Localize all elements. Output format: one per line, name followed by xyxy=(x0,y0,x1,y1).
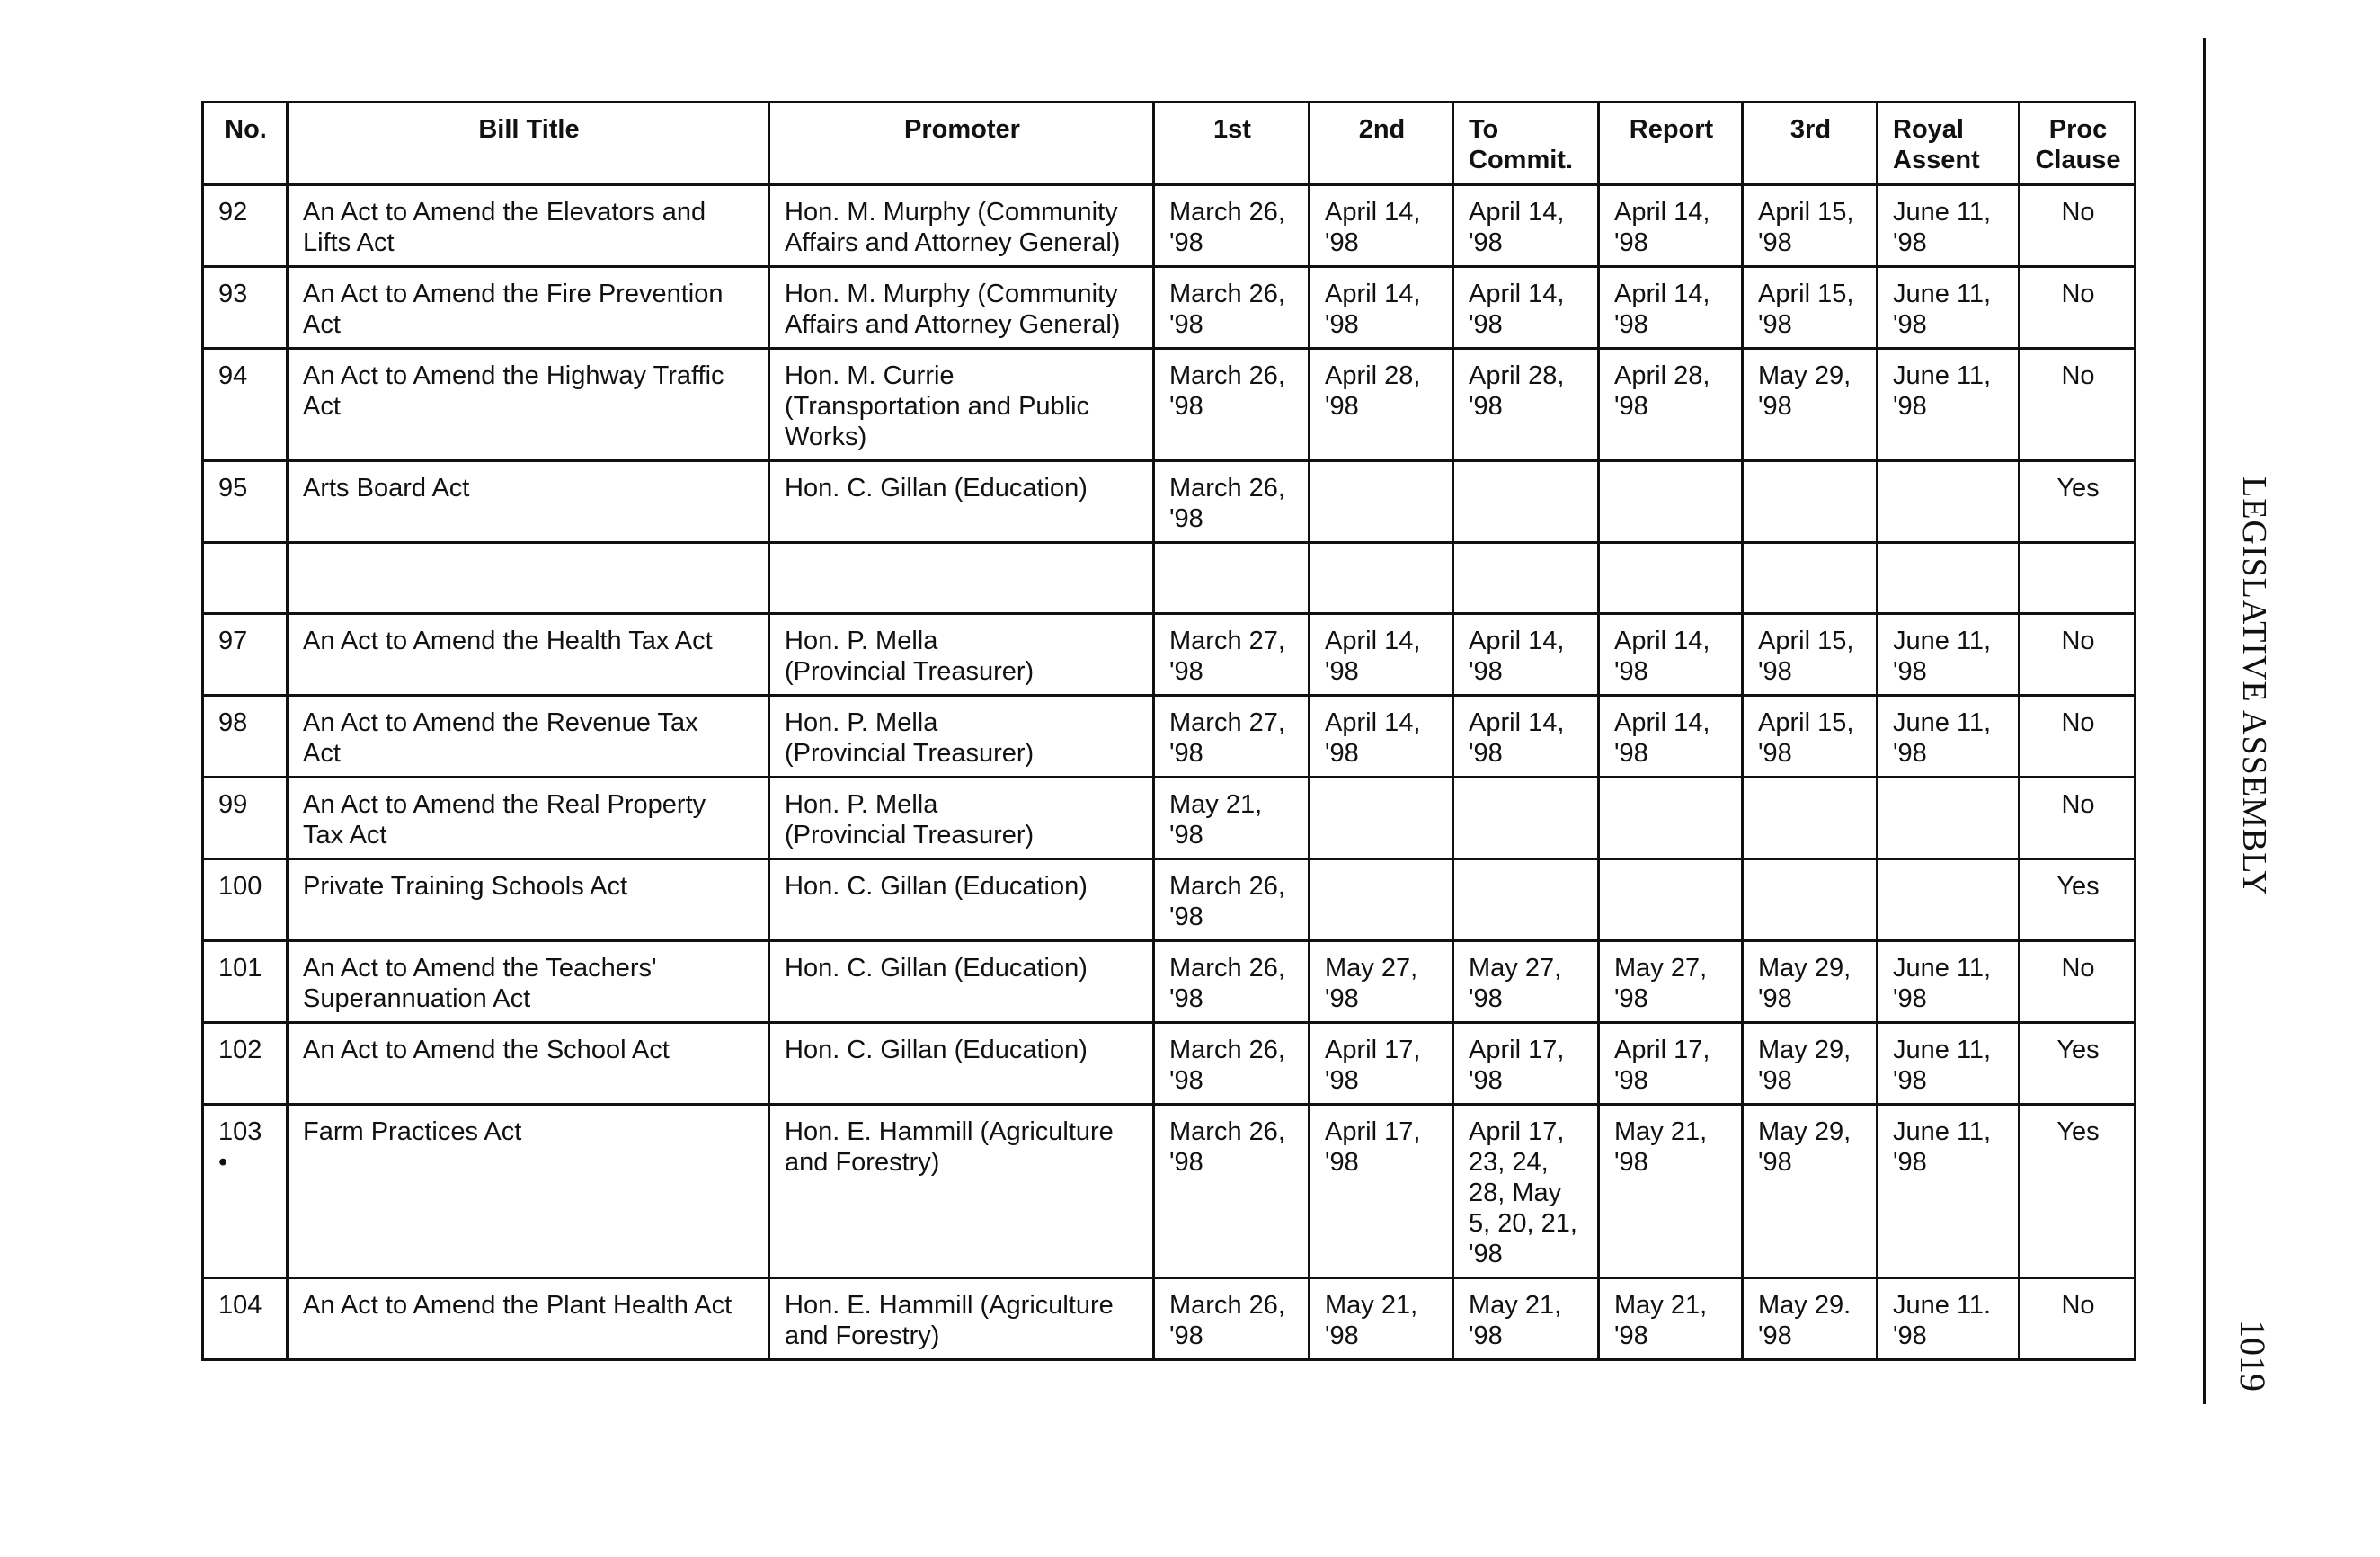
cell-first: March 27, '98 xyxy=(1154,614,1310,696)
cell-to-committee xyxy=(1453,778,1599,859)
cell-bill-title: An Act to Amend the Highway Traffic Act xyxy=(288,349,769,461)
table-row xyxy=(203,185,2136,267)
table-row xyxy=(203,349,2136,461)
table-body xyxy=(203,185,2136,1360)
table-row xyxy=(203,1278,2136,1360)
cell-second: May 21, '98 xyxy=(1310,1278,1453,1360)
header-bill-title: Bill Title xyxy=(288,102,769,185)
cell-promoter: Hon. E. Hammill (Agriculture and Forestry) xyxy=(769,1105,1154,1278)
cell-first: March 26, '98 xyxy=(1154,349,1310,461)
header-third-reading: 3rd xyxy=(1743,102,1878,185)
table-row xyxy=(203,267,2136,349)
cell-royal-assent: June 11, '98 xyxy=(1878,614,2020,696)
cell-bill-title: An Act to Amend the Revenue Tax Act xyxy=(288,696,769,778)
cell-proc-clause: No xyxy=(2020,778,2136,859)
cell-royal-assent xyxy=(1878,778,2020,859)
cell-third xyxy=(1743,778,1878,859)
cell-royal-assent: June 11, '98 xyxy=(1878,185,2020,267)
cell-proc-clause: No xyxy=(2020,267,2136,349)
cell-to-committee: April 17, 23, 24, 28, May 5, 20, 21, '98 xyxy=(1453,1105,1599,1278)
cell-second: April 14, '98 xyxy=(1310,185,1453,267)
cell-to-committee xyxy=(1453,461,1599,543)
cell-third: April 15, '98 xyxy=(1743,614,1878,696)
cell-promoter: Hon. P. Mella (Provincial Treasurer) xyxy=(769,778,1154,859)
cell-report xyxy=(1599,543,1743,614)
cell-bill-title: An Act to Amend the Teachers' Superannuation Act xyxy=(288,941,769,1023)
table-row xyxy=(203,859,2136,941)
cell-no: 93 xyxy=(203,267,288,349)
cell-royal-assent: June 11, '98 xyxy=(1878,349,2020,461)
cell-second: April 17, '98 xyxy=(1310,1023,1453,1105)
cell-first xyxy=(1154,543,1310,614)
cell-proc-clause: No xyxy=(2020,941,2136,1023)
cell-promoter xyxy=(769,543,1154,614)
cell-royal-assent xyxy=(1878,859,2020,941)
table-row xyxy=(203,461,2136,543)
cell-promoter: Hon. M. Currie (Transportation and Public Works) xyxy=(769,349,1154,461)
cell-to-committee xyxy=(1453,543,1599,614)
cell-royal-assent: June 11. '98 xyxy=(1878,1278,2020,1360)
cell-third: May 29, '98 xyxy=(1743,349,1878,461)
cell-second: May 27, '98 xyxy=(1310,941,1453,1023)
cell-promoter: Hon. P. Mella (Provincial Treasurer) xyxy=(769,614,1154,696)
cell-bill-title: An Act to Amend the Real Property Tax Act xyxy=(288,778,769,859)
cell-report: May 27, '98 xyxy=(1599,941,1743,1023)
cell-bill-title: An Act to Amend the Elevators and Lifts Act xyxy=(288,185,769,267)
page-number: 1019 xyxy=(2233,1320,2273,1392)
cell-first: March 26, '98 xyxy=(1154,1105,1310,1278)
header-promoter: Promoter xyxy=(769,102,1154,185)
cell-bill-title: Arts Board Act xyxy=(288,461,769,543)
cell-to-committee xyxy=(1453,859,1599,941)
table-row xyxy=(203,1105,2136,1278)
cell-report: April 14, '98 xyxy=(1599,696,1743,778)
table-row xyxy=(203,614,2136,696)
cell-royal-assent: June 11, '98 xyxy=(1878,1023,2020,1105)
cell-report: May 21, '98 xyxy=(1599,1105,1743,1278)
cell-no xyxy=(203,543,288,614)
page-edge-rule xyxy=(2203,38,2206,1404)
cell-third: May 29, '98 xyxy=(1743,1105,1878,1278)
cell-promoter: Hon. E. Hammill (Agriculture and Forestry) xyxy=(769,1278,1154,1360)
cell-second: April 14, '98 xyxy=(1310,267,1453,349)
cell-to-committee: May 27, '98 xyxy=(1453,941,1599,1023)
cell-bill-title: Farm Practices Act xyxy=(288,1105,769,1278)
cell-second xyxy=(1310,543,1453,614)
cell-to-committee: May 21, '98 xyxy=(1453,1278,1599,1360)
cell-second: April 14, '98 xyxy=(1310,614,1453,696)
cell-report: April 14, '98 xyxy=(1599,185,1743,267)
header-royal-assent: Royal Assent xyxy=(1878,102,2020,185)
cell-third: April 15, '98 xyxy=(1743,696,1878,778)
cell-bill-title xyxy=(288,543,769,614)
cell-no: 99 xyxy=(203,778,288,859)
cell-to-committee: April 14, '98 xyxy=(1453,696,1599,778)
bills-table xyxy=(201,101,2136,1361)
cell-promoter: Hon. C. Gillan (Education) xyxy=(769,941,1154,1023)
cell-first: March 26, '98 xyxy=(1154,859,1310,941)
cell-third: April 15, '98 xyxy=(1743,267,1878,349)
cell-proc-clause: Yes xyxy=(2020,461,2136,543)
cell-third: May 29. '98 xyxy=(1743,1278,1878,1360)
cell-promoter: Hon. M. Murphy (Community Affairs and Attorney General) xyxy=(769,185,1154,267)
cell-first: March 26, '98 xyxy=(1154,1023,1310,1105)
cell-third xyxy=(1743,859,1878,941)
cell-proc-clause: No xyxy=(2020,349,2136,461)
cell-report: May 21, '98 xyxy=(1599,1278,1743,1360)
cell-proc-clause: No xyxy=(2020,185,2136,267)
table-row xyxy=(203,1023,2136,1105)
cell-no: 92 xyxy=(203,185,288,267)
header-no: No. xyxy=(203,102,288,185)
cell-third xyxy=(1743,543,1878,614)
header-to-committee: To Commit. xyxy=(1453,102,1599,185)
cell-report: April 14, '98 xyxy=(1599,267,1743,349)
cell-no: 100 xyxy=(203,859,288,941)
cell-third: May 29, '98 xyxy=(1743,1023,1878,1105)
cell-report xyxy=(1599,859,1743,941)
cell-proc-clause xyxy=(2020,543,2136,614)
table-row xyxy=(203,941,2136,1023)
cell-third xyxy=(1743,461,1878,543)
cell-no: 104 xyxy=(203,1278,288,1360)
cell-proc-clause: No xyxy=(2020,1278,2136,1360)
cell-to-committee: April 14, '98 xyxy=(1453,267,1599,349)
running-header: LEGISLATIVE ASSEMBLY xyxy=(2235,476,2273,896)
cell-promoter: Hon. C. Gillan (Education) xyxy=(769,1023,1154,1105)
cell-first: March 26, '98 xyxy=(1154,267,1310,349)
cell-first: March 26, '98 xyxy=(1154,461,1310,543)
cell-royal-assent: June 11, '98 xyxy=(1878,696,2020,778)
cell-royal-assent: June 11, '98 xyxy=(1878,941,2020,1023)
cell-no: 98 xyxy=(203,696,288,778)
cell-bill-title: An Act to Amend the Plant Health Act xyxy=(288,1278,769,1360)
cell-first: March 26, '98 xyxy=(1154,185,1310,267)
cell-report xyxy=(1599,778,1743,859)
cell-proc-clause: Yes xyxy=(2020,1023,2136,1105)
cell-proc-clause: Yes xyxy=(2020,1105,2136,1278)
cell-third: April 15, '98 xyxy=(1743,185,1878,267)
cell-second xyxy=(1310,461,1453,543)
cell-to-committee: April 14, '98 xyxy=(1453,614,1599,696)
cell-to-committee: April 14, '98 xyxy=(1453,185,1599,267)
cell-royal-assent xyxy=(1878,461,2020,543)
table-row xyxy=(203,543,2136,614)
header-second-reading: 2nd xyxy=(1310,102,1453,185)
cell-second: April 17, '98 xyxy=(1310,1105,1453,1278)
cell-promoter: Hon. M. Murphy (Community Affairs and Attorney General) xyxy=(769,267,1154,349)
cell-report: April 17, '98 xyxy=(1599,1023,1743,1105)
cell-to-committee: April 17, '98 xyxy=(1453,1023,1599,1105)
cell-no: 101 xyxy=(203,941,288,1023)
cell-second xyxy=(1310,859,1453,941)
cell-bill-title: An Act to Amend the Health Tax Act xyxy=(288,614,769,696)
cell-third: May 29, '98 xyxy=(1743,941,1878,1023)
cell-report xyxy=(1599,461,1743,543)
cell-promoter: Hon. C. Gillan (Education) xyxy=(769,859,1154,941)
cell-royal-assent: June 11, '98 xyxy=(1878,267,2020,349)
cell-royal-assent: June 11, '98 xyxy=(1878,1105,2020,1278)
header-first-reading: 1st xyxy=(1154,102,1310,185)
cell-first: March 27, '98 xyxy=(1154,696,1310,778)
cell-royal-assent xyxy=(1878,543,2020,614)
cell-first: March 26, '98 xyxy=(1154,941,1310,1023)
cell-promoter: Hon. P. Mella (Provincial Treasurer) xyxy=(769,696,1154,778)
cell-no: 103 • xyxy=(203,1105,288,1278)
cell-proc-clause: No xyxy=(2020,614,2136,696)
cell-first: May 21, '98 xyxy=(1154,778,1310,859)
cell-proc-clause: Yes xyxy=(2020,859,2136,941)
cell-second: April 14, '98 xyxy=(1310,696,1453,778)
cell-bill-title: Private Training Schools Act xyxy=(288,859,769,941)
cell-report: April 14, '98 xyxy=(1599,614,1743,696)
cell-report: April 28, '98 xyxy=(1599,349,1743,461)
cell-to-committee: April 28, '98 xyxy=(1453,349,1599,461)
header-proc-clause: Proc Clause xyxy=(2020,102,2136,185)
cell-bill-title: An Act to Amend the Fire Prevention Act xyxy=(288,267,769,349)
cell-second: April 28, '98 xyxy=(1310,349,1453,461)
cell-proc-clause: No xyxy=(2020,696,2136,778)
cell-no: 95 xyxy=(203,461,288,543)
cell-no: 94 xyxy=(203,349,288,461)
table-header-row xyxy=(203,102,2136,185)
table-row xyxy=(203,778,2136,859)
cell-no: 97 xyxy=(203,614,288,696)
cell-promoter: Hon. C. Gillan (Education) xyxy=(769,461,1154,543)
cell-bill-title: An Act to Amend the School Act xyxy=(288,1023,769,1105)
cell-first: March 26, '98 xyxy=(1154,1278,1310,1360)
cell-no: 102 xyxy=(203,1023,288,1105)
table-row xyxy=(203,696,2136,778)
cell-second xyxy=(1310,778,1453,859)
header-report: Report xyxy=(1599,102,1743,185)
